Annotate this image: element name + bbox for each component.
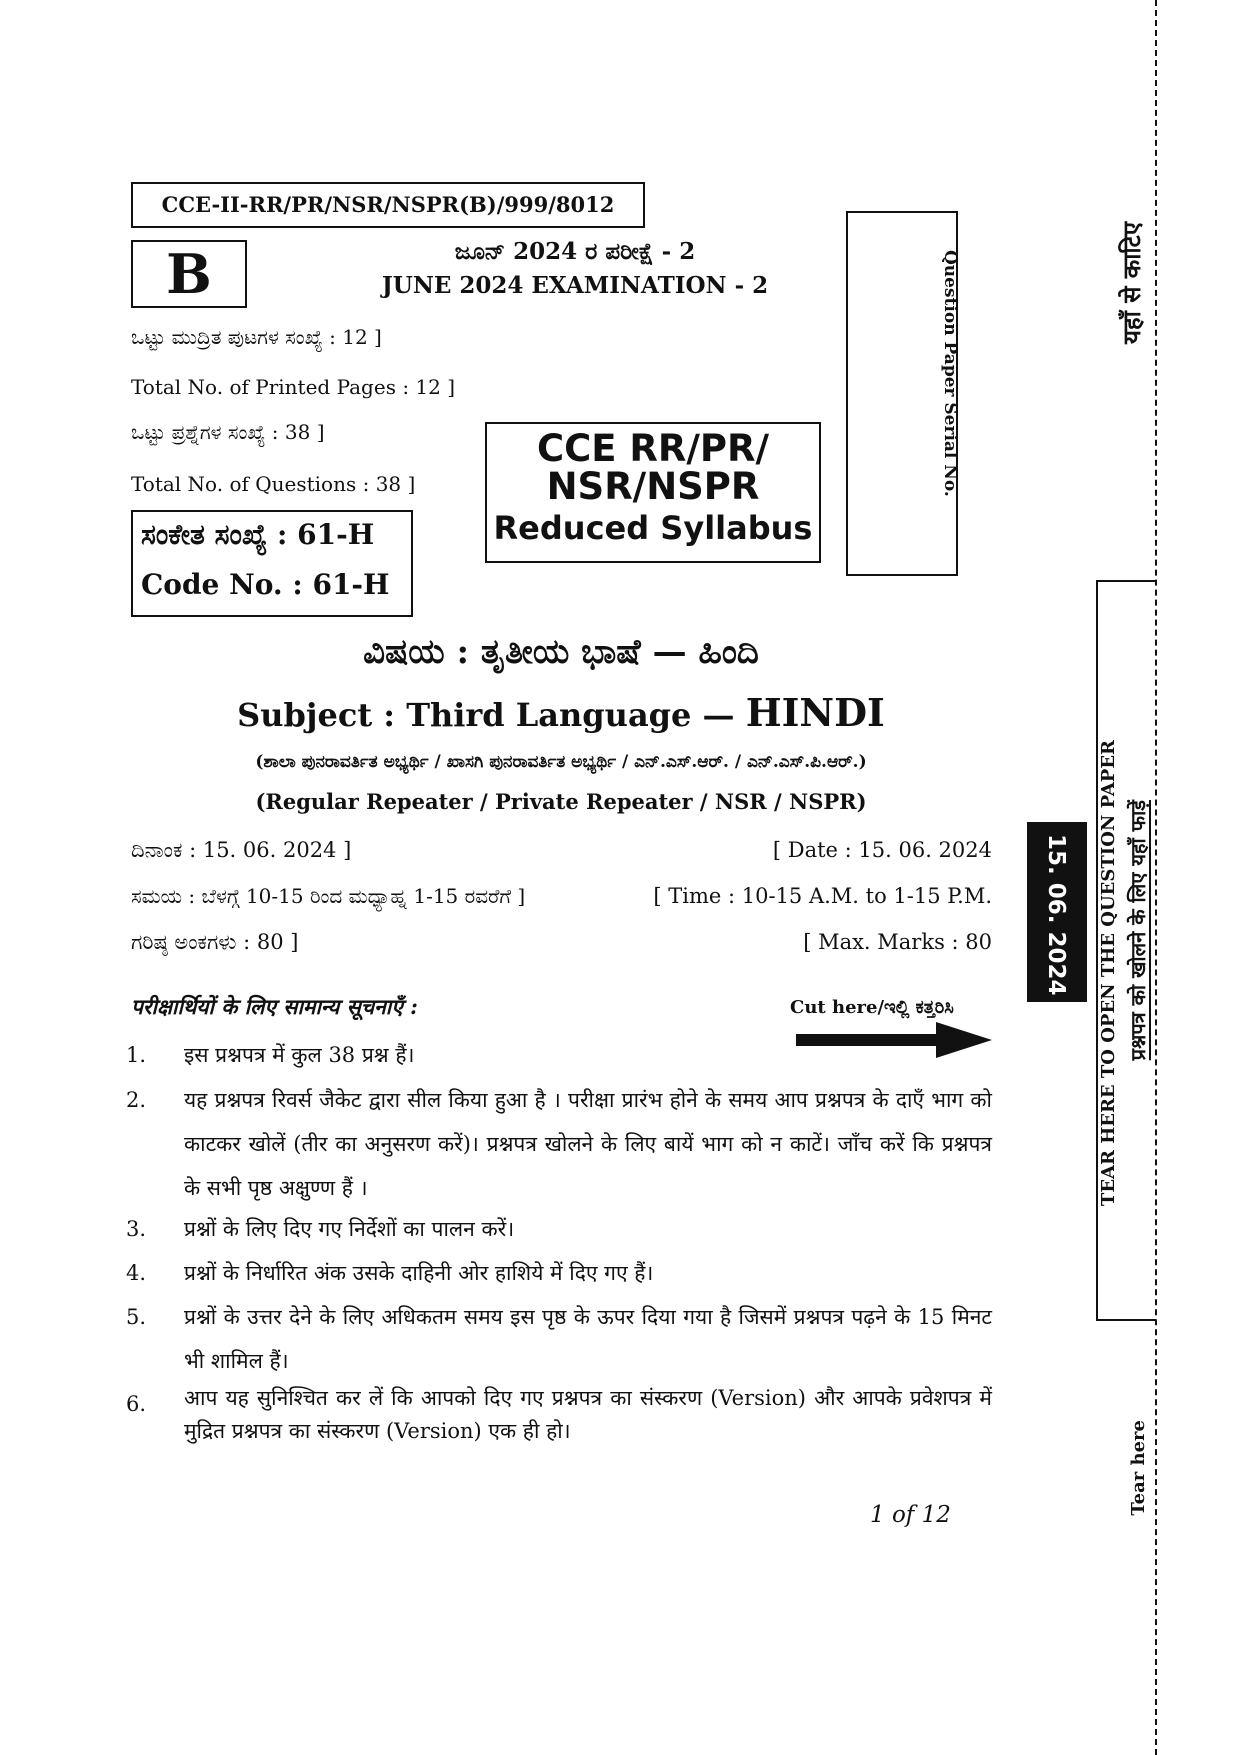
instruction-text: प्रश्नों के उत्तर देने के लिए अधिकतम समय इस पृष्ठ के ऊपर दिया गया है जिसमें प्रश्नपत्र पढ़ने के 15 मिनट भी शामिल हैं। bbox=[184, 1305, 992, 1373]
exam-date-badge-text: 15. 06. 2024 bbox=[1043, 834, 1069, 996]
instruction-item bbox=[126, 1207, 992, 1251]
printed-pages-kannada: ಒಟ್ಟು ಮುದ್ರಿತ ಪುಟಗಳ ಸಂಖ್ಯೆ : 12 ] bbox=[131, 325, 382, 349]
instruction-number: 3. bbox=[126, 1217, 147, 1241]
exam-title-english: JUNE 2024 EXAMINATION - 2 bbox=[381, 272, 769, 299]
syllabus-line-2: NSR/NSPR bbox=[546, 465, 760, 508]
instruction-item bbox=[126, 1078, 992, 1210]
instruction-item bbox=[126, 1295, 992, 1383]
tear-instruction-english: TEAR HERE TO OPEN THE QUESTION PAPER bbox=[1098, 740, 1119, 1207]
cut-here-vertical-label: यहाँ से काटिए bbox=[1117, 222, 1146, 345]
subject-english-main: HINDI bbox=[745, 690, 885, 735]
serial-number-label: Question Paper Serial No. bbox=[940, 250, 960, 497]
time-kannada: ಸಮಯ : ಬೆಳಗ್ಗೆ 10-15 ರಿಂದ ಮಧ್ಯಾಹ್ನ 1-15 ರವರೆಗೆ ] bbox=[131, 884, 526, 908]
cut-here-label: Cut here/ಇಲ್ಲಿ ಕತ್ತರಿಸಿ bbox=[790, 997, 954, 1018]
syllabus-box bbox=[485, 422, 821, 563]
instruction-number: 4. bbox=[126, 1261, 147, 1285]
subject-english-prefix: Subject : Third Language — bbox=[237, 696, 746, 734]
paper-code-box: CCE-II-RR/PR/NSR/NSPR(B)/999/8012 bbox=[131, 182, 645, 228]
instruction-number: 5. bbox=[126, 1305, 147, 1329]
time-english: [ Time : 10-15 A.M. to 1-15 P.M. bbox=[653, 884, 992, 908]
tear-here-label: Tear here bbox=[1128, 1420, 1149, 1516]
candidate-category-kannada: (ಶಾಲಾ ಪುನರಾವರ್ತಿತ ಅಭ್ಯರ್ಥಿ / ಖಾಸಗಿ ಪುನರಾವರ್ತಿತ ಅಭ್ಯರ್ಥಿ / ಎನ್.ಎಸ್.ಆರ್. / ಎನ್.ಎಸ್.ಪಿ.ಆರ್.) bbox=[255, 752, 867, 772]
instruction-number: 6. bbox=[126, 1392, 147, 1416]
subject-kannada: ವಿಷಯ : ತೃತೀಯ ಭಾಷೆ — ಹಿಂದಿ bbox=[363, 632, 759, 672]
instruction-number: 2. bbox=[126, 1088, 147, 1112]
syllabus-line-1: CCE RR/PR/ bbox=[536, 427, 770, 470]
instruction-text: इस प्रश्नपत्र में कुल 38 प्रश्न हैं। bbox=[184, 1043, 415, 1067]
question-count-kannada: ಒಟ್ಟು ಪ್ರಶ್ನೆಗಳ ಸಂಖ್ಯೆ : 38 ] bbox=[131, 420, 325, 444]
exam-title-kannada: ಜೂನ್ 2024 ರ ಪರೀಕ್ಷೆ - 2 bbox=[454, 238, 696, 265]
tear-instruction-hindi: प्रश्नपत्र को खोलने के लिए यहाँ फाड़ें bbox=[1126, 800, 1150, 1061]
question-count-english: Total No. of Questions : 38 ] bbox=[131, 472, 416, 496]
subject-english bbox=[131, 690, 991, 735]
max-marks-english: [ Max. Marks : 80 bbox=[803, 930, 992, 954]
instruction-text: प्रश्नों के लिए दिए गए निर्देशों का पालन करें। bbox=[184, 1217, 515, 1241]
instruction-text: यह प्रश्नपत्र रिवर्स जैकेट द्वारा सील किया हुआ है । परीक्षा प्रारंभ होने के समय आप प्रश्नपत्र के दाएँ भाग को काटकर खोलें (तीर का अनुसरण करें)। प्रश्नपत्र खोलने के लिए बायें भाग को न काटें। जाँच करें कि प्रश्नपत्र के सभी पृष्ठ अक्षुण्ण हैं । bbox=[184, 1088, 992, 1200]
date-english: [ Date : 15. 06. 2024 bbox=[772, 838, 992, 862]
instruction-text: प्रश्नों के निर्धारित अंक उसके दाहिनी ओर हाशिये में दिए गए हैं। bbox=[184, 1261, 654, 1285]
instructions-title: परीक्षार्थियों के लिए सामान्य सूचनाएँ : bbox=[131, 994, 418, 1019]
instruction-item bbox=[126, 1033, 992, 1077]
exam-date-badge bbox=[1027, 822, 1087, 1002]
page-number: 1 of 12 bbox=[870, 1502, 951, 1528]
syllabus-line-3: Reduced Syllabus bbox=[493, 509, 813, 547]
code-number-kannada: ಸಂಕೇತ ಸಂಖ್ಯೆ : 61-H bbox=[141, 518, 375, 551]
version-letter: B bbox=[131, 240, 247, 308]
instruction-item bbox=[126, 1251, 992, 1295]
printed-pages-english: Total No. of Printed Pages : 12 ] bbox=[131, 375, 456, 399]
code-number-box bbox=[131, 510, 413, 617]
instruction-text: आप यह सुनिश्चित कर लें कि आपको दिए गए प्रश्नपत्र का संस्करण (Version) और आपके प्रवेशपत्र में मुद्रित प्रश्नपत्र का संस्करण (Version) एक ही हो। bbox=[184, 1386, 992, 1443]
instruction-item bbox=[126, 1382, 992, 1448]
date-kannada: ದಿನಾಂಕ : 15. 06. 2024 ] bbox=[131, 838, 352, 862]
candidate-category-english: (Regular Repeater / Private Repeater / NSR / NSPR) bbox=[255, 789, 867, 814]
code-number-english: Code No. : 61-H bbox=[141, 568, 390, 601]
max-marks-kannada: ಗರಿಷ್ಠ ಅಂಕಗಳು : 80 ] bbox=[131, 930, 299, 954]
instruction-number: 1. bbox=[126, 1043, 147, 1067]
